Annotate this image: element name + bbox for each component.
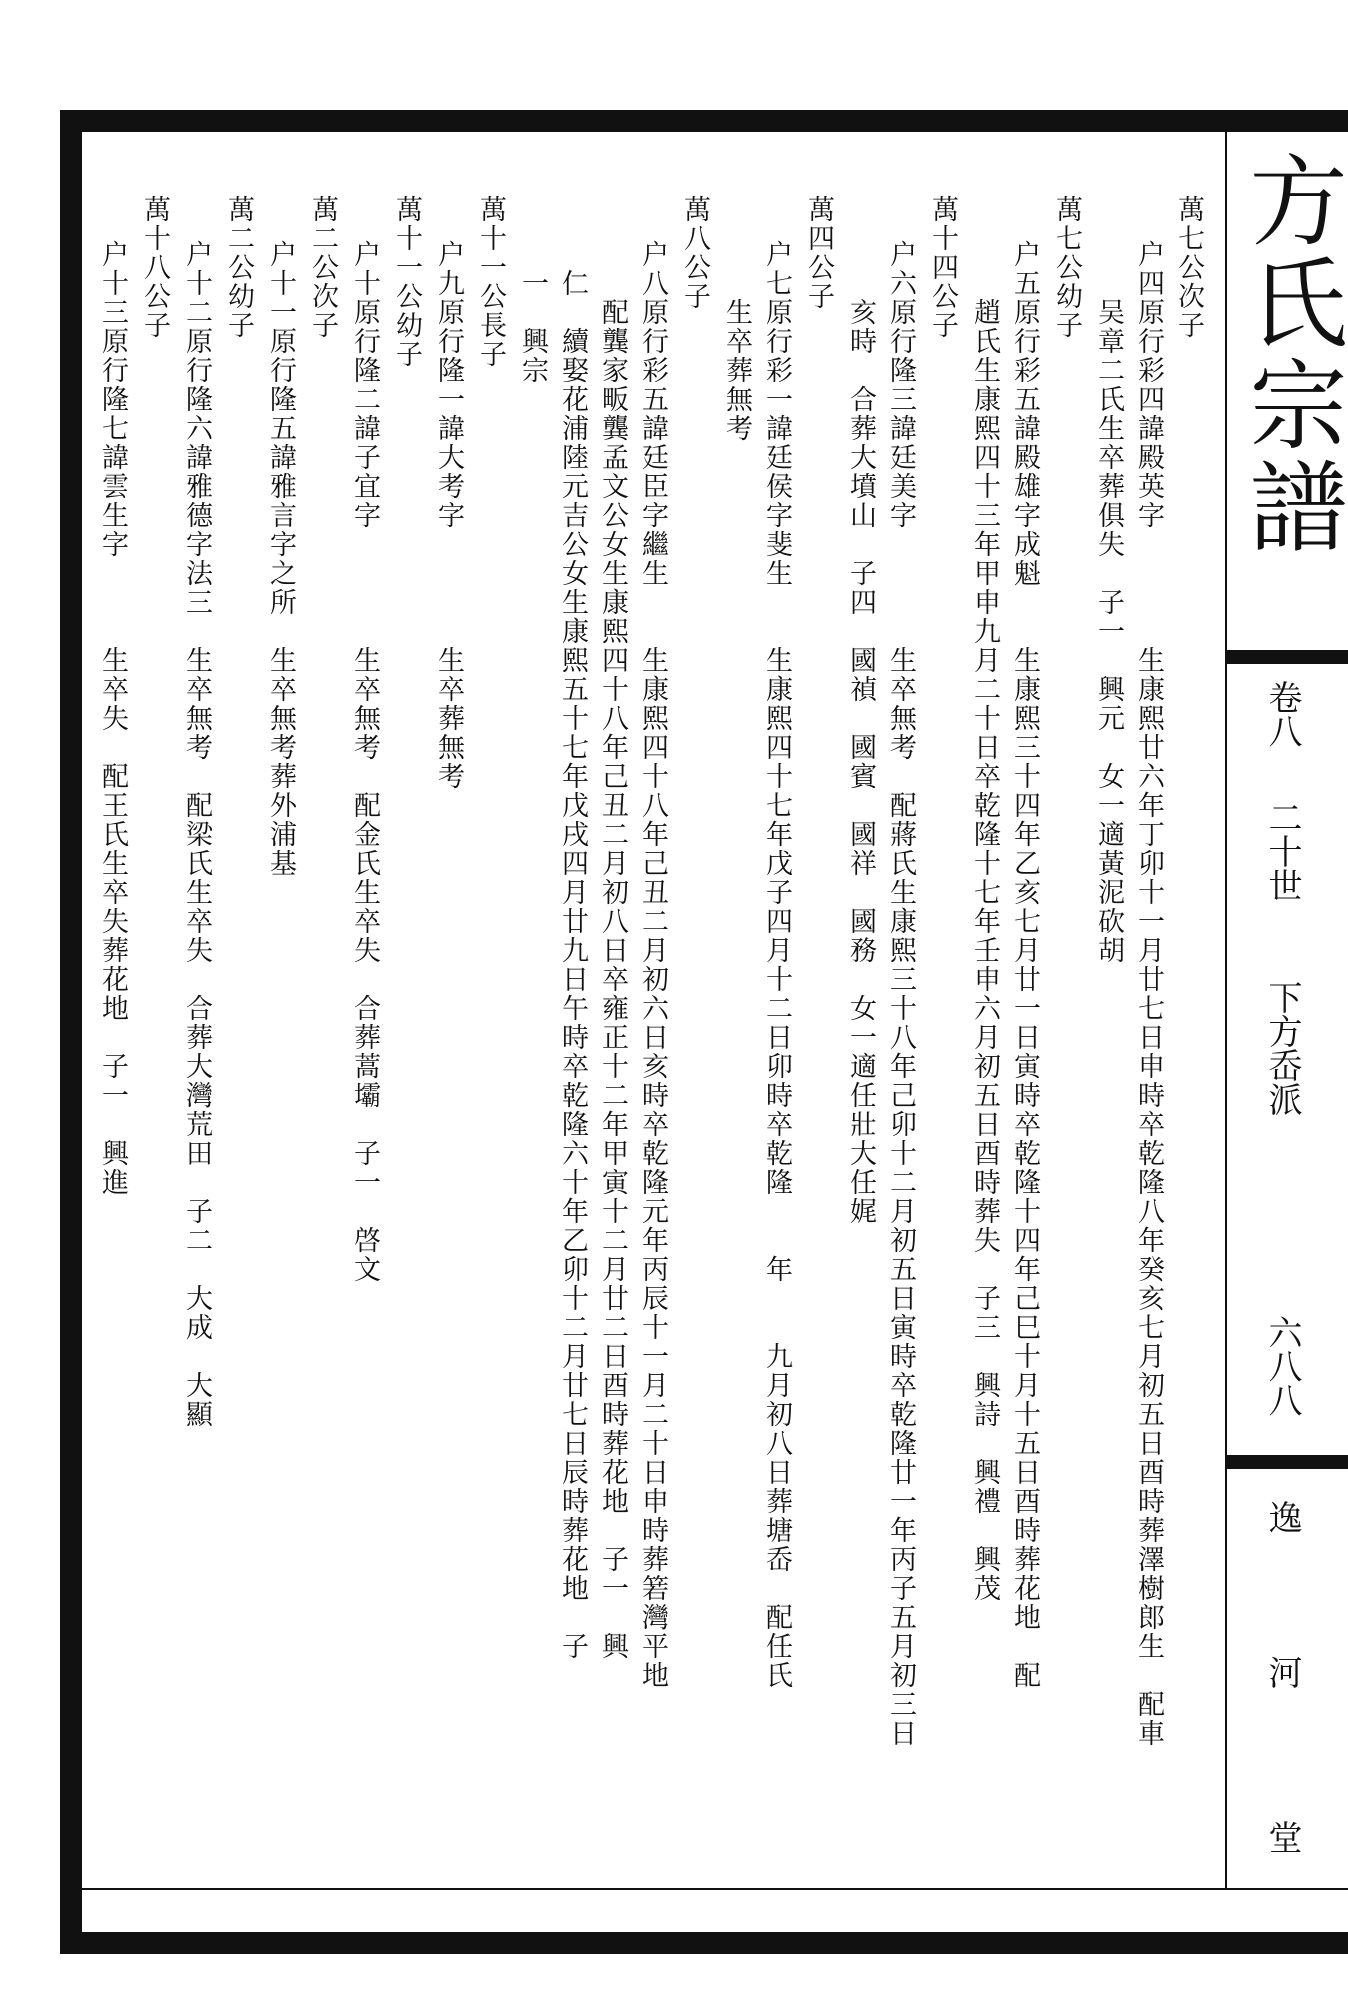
text-column: 萬十四公子 [927, 195, 958, 340]
text-column: 户六原行隆三諱廷美字 生卒無考 配蔣氏生康熙三十八年己卯十二月初五日寅時卒乾隆廿一年丙子五月初三日 [885, 240, 916, 1748]
text-column: 亥時 合葬大墳山 子四 國禎 國賓 國祥 國務 女一適任壯大任娓 [845, 240, 876, 1226]
generation-label: 二十世 [1262, 800, 1302, 902]
page-number: 六八八 [1262, 1315, 1302, 1417]
text-column: 一 興宗 [517, 240, 548, 385]
text-column: 萬八公子 [679, 195, 710, 311]
hall-name-char-2: 河 [1262, 1655, 1302, 1689]
header-rule-top [1225, 650, 1348, 664]
text-column: 配龔家畈龔孟文公女生康熙四十八年己丑二月初八日卒雍正十二年甲寅十二月廿二日酉時葬花地 子一 興 [597, 240, 628, 1661]
text-column: 户七原行彩一諱廷侯字斐生 生康熙四十七年戊子四月十二日卯時卒乾隆 年 九月初八日葬塘岙 配任氏 [761, 240, 792, 1690]
text-column: 萬二公幼子 [223, 195, 254, 340]
volume-label: 卷八 [1262, 680, 1302, 748]
text-column: 户八原行彩五諱廷臣字繼生 生康熙四十八年己丑二月初六日亥時卒乾隆元年丙辰十一月二十日申時葬箬灣平地 [637, 240, 668, 1690]
hall-name-char-3: 堂 [1262, 1820, 1302, 1854]
text-column: 萬二公次子 [307, 195, 338, 340]
text-column: 户四原行彩四諱殿英字 生康熙廿六年丁卯十一月廿七日申時卒乾隆八年癸亥七月初五日酉時葬澤樹郎生 配車 [1133, 240, 1164, 1748]
hall-name-char-1: 逸 [1262, 1500, 1302, 1534]
text-column: 户五原行彩五諱殿雄字成魁 生康熙三十四年乙亥七月廿一日寅時卒乾隆十四年己巳十月十五日酉時葬花地 配 [1009, 240, 1040, 1690]
text-column: 户十原行隆二諱子宜字 生卒無考 配金氏生卒失 合葬蒿壩 子一 啓文 [349, 240, 380, 1284]
text-column: 萬十一公長子 [475, 195, 506, 369]
text-column: 生卒葬無考 [721, 240, 752, 443]
text-column: 萬七公次子 [1173, 195, 1204, 340]
book-title: 方氏宗譜 [1233, 150, 1347, 558]
text-column: 户九原行隆一諱大考字 生卒葬無考 [433, 240, 464, 791]
text-column: 萬四公子 [803, 195, 834, 311]
text-column: 户十三原行隆七諱雲生字 生卒失 配王氏生卒失葬花地 子一 興進 [97, 240, 128, 1197]
text-column: 仁 續娶花浦陸元吉公女生康熙五十七年戊戌四月廿九日午時卒乾隆六十年乙卯十二月廿七日辰時葬花地 子 [557, 240, 588, 1661]
text-column: 萬七公幼子 [1051, 195, 1082, 340]
text-column: 萬十一公幼子 [391, 195, 422, 369]
text-column: 萬十八公子 [139, 195, 170, 340]
header-rule-bottom [1225, 1455, 1348, 1469]
text-column: 吴章二氏生卒葬俱失 子一 興元 女一適黃泥砍胡 [1093, 240, 1124, 965]
text-column: 户十二原行隆六諱雅德字法三 生卒無考 配梁氏生卒失 合葬大灣荒田 子二 大成 大顯 [181, 240, 212, 1429]
text-column: 趙氏生康熙四十三年甲申九月二十日卒乾隆十七年壬申六月初五日酉時葬失 子三 興詩 興禮 興茂 [969, 240, 1000, 1603]
text-column: 户十一原行隆五諱雅言字之所 生卒無考葬外浦基 [265, 240, 296, 878]
branch-label: 下方岙派 [1262, 980, 1302, 1116]
